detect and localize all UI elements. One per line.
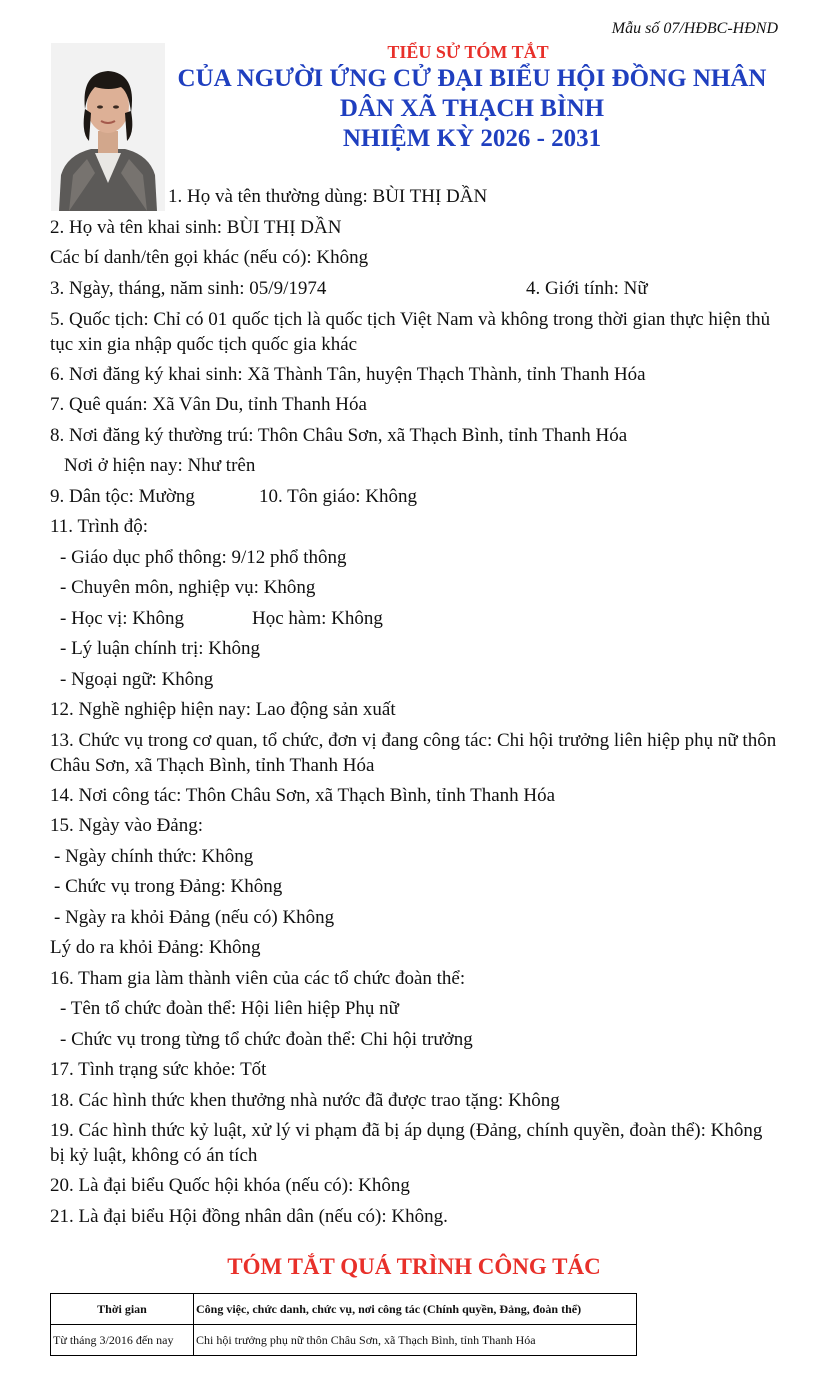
field-organization-position: - Chức vụ trong từng tổ chức đoàn thể: Chi hội trưởng <box>60 1029 473 1050</box>
field-position: 13. Chức vụ trong cơ quan, tổ chức, đơn vị đang công tác: Chi hội trưởng liên hiệp phụ nữ thôn Châu Sơn, xã Thạch Bình, tỉnh Thanh Hóa <box>50 730 777 776</box>
field-workplace: 14. Nơi công tác: Thôn Châu Sơn, xã Thạch Bình, tỉnh Thanh Hóa <box>50 785 556 806</box>
field-permanent-residence: 8. Nơi đăng ký thường trú: Thôn Châu Sơn, xã Thạch Bình, tỉnh Thanh Hóa <box>50 425 628 446</box>
table-row <box>51 1325 637 1356</box>
field-nationality: 5. Quốc tịch: Chỉ có 01 quốc tịch là quốc tịch Việt Nam và không trong thời gian thực hiện thủ tục xin gia nhập quốc tịch quốc gia khác <box>50 309 771 355</box>
field-national-assembly: 20. Là đại biểu Quốc hội khóa (nếu có): Không <box>50 1175 410 1196</box>
field-health: 17. Tình trạng sức khỏe: Tốt <box>50 1059 267 1080</box>
field-academic-title: Học hàm: Không <box>252 608 383 629</box>
work-history-title: TÓM TẮT QUÁ TRÌNH CÔNG TÁC <box>227 1254 601 1279</box>
field-peoples-council: 21. Là đại biểu Hội đồng nhân dân (nếu có): Không. <box>50 1206 448 1227</box>
field-organization-name: - Tên tổ chức đoàn thể: Hội liên hiệp Phụ nữ <box>60 998 399 1019</box>
field-discipline: 19. Các hình thức kỷ luật, xử lý vi phạm đã bị áp dụng (Đảng, chính quyền, đoàn thể): Không bị kỷ luật, không có án tích <box>50 1120 763 1166</box>
column-header-position: Công việc, chức danh, chức vụ, nơi công tác (Chính quyền, Đảng, đoàn thể) <box>194 1294 637 1325</box>
portrait-image <box>51 43 165 211</box>
field-common-name: 1. Họ và tên thường dùng: BÙI THỊ DẦN <box>168 186 488 207</box>
field-specialty: - Chuyên môn, nghiệp vụ: Không <box>60 577 316 598</box>
field-degree: - Học vị: Không <box>60 608 185 629</box>
field-party-exit-date: - Ngày ra khỏi Đảng (nếu có) Không <box>54 907 335 928</box>
field-current-residence: Nơi ở hiện nay: Như trên <box>64 455 256 476</box>
field-awards: 18. Các hình thức khen thưởng nhà nước đã được trao tặng: Không <box>50 1090 560 1111</box>
field-birth-date: 3. Ngày, tháng, năm sinh: 05/9/1974 <box>50 278 327 299</box>
field-gender: 4. Giới tính: Nữ <box>526 278 648 299</box>
field-foreign-language: - Ngoại ngữ: Không <box>60 669 214 690</box>
title-line-2: DÂN XÃ THẠCH BÌNH <box>339 95 605 122</box>
table-header-row <box>51 1294 637 1325</box>
field-party-join-date: 15. Ngày vào Đảng: <box>50 815 204 836</box>
title-main <box>168 64 776 154</box>
field-occupation: 12. Nghề nghiệp hiện nay: Lao động sản xuất <box>50 699 396 720</box>
field-hometown: 7. Quê quán: Xã Vân Du, tỉnh Thanh Hóa <box>50 394 367 415</box>
field-party-official-date: - Ngày chính thức: Không <box>54 846 254 867</box>
field-ethnicity: 9. Dân tộc: Mường <box>50 486 195 507</box>
title-line-1: CỦA NGƯỜI ỨNG CỬ ĐẠI BIỂU HỘI ĐỒNG NHÂN <box>177 65 767 92</box>
title-line-3: NHIỆM KỲ 2026 - 2031 <box>342 125 602 152</box>
title-small: TIỂU SỬ TÓM TẮT <box>387 42 549 62</box>
field-general-education: - Giáo dục phổ thông: 9/12 phổ thông <box>60 547 347 568</box>
field-alias: Các bí danh/tên gọi khác (nếu có): Không <box>50 247 369 268</box>
table-cell-position: Chi hội trưởng phụ nữ thôn Châu Sơn, xã Thạch Bình, tỉnh Thanh Hóa <box>194 1325 637 1356</box>
field-birth-registration: 6. Nơi đăng ký khai sinh: Xã Thành Tân, huyện Thạch Thành, tỉnh Thanh Hóa <box>50 364 646 385</box>
field-education: 11. Trình độ: <box>50 516 149 537</box>
work-history-table <box>50 1293 637 1356</box>
field-party-position: - Chức vụ trong Đảng: Không <box>54 876 283 897</box>
field-political-theory: - Lý luận chính trị: Không <box>60 638 260 659</box>
field-organizations: 16. Tham gia làm thành viên của các tổ chức đoàn thể: <box>50 968 466 989</box>
field-birth-name: 2. Họ và tên khai sinh: BÙI THỊ DẦN <box>50 217 342 238</box>
column-header-time: Thời gian <box>51 1294 194 1325</box>
candidate-photo <box>51 43 165 211</box>
field-religion: 10. Tôn giáo: Không <box>259 486 417 507</box>
table-cell-time: Từ tháng 3/2016 đến nay <box>51 1325 194 1356</box>
field-party-exit-reason: Lý do ra khỏi Đảng: Không <box>50 937 261 958</box>
form-number: Mẫu số 07/HĐBC-HĐND <box>611 20 778 37</box>
